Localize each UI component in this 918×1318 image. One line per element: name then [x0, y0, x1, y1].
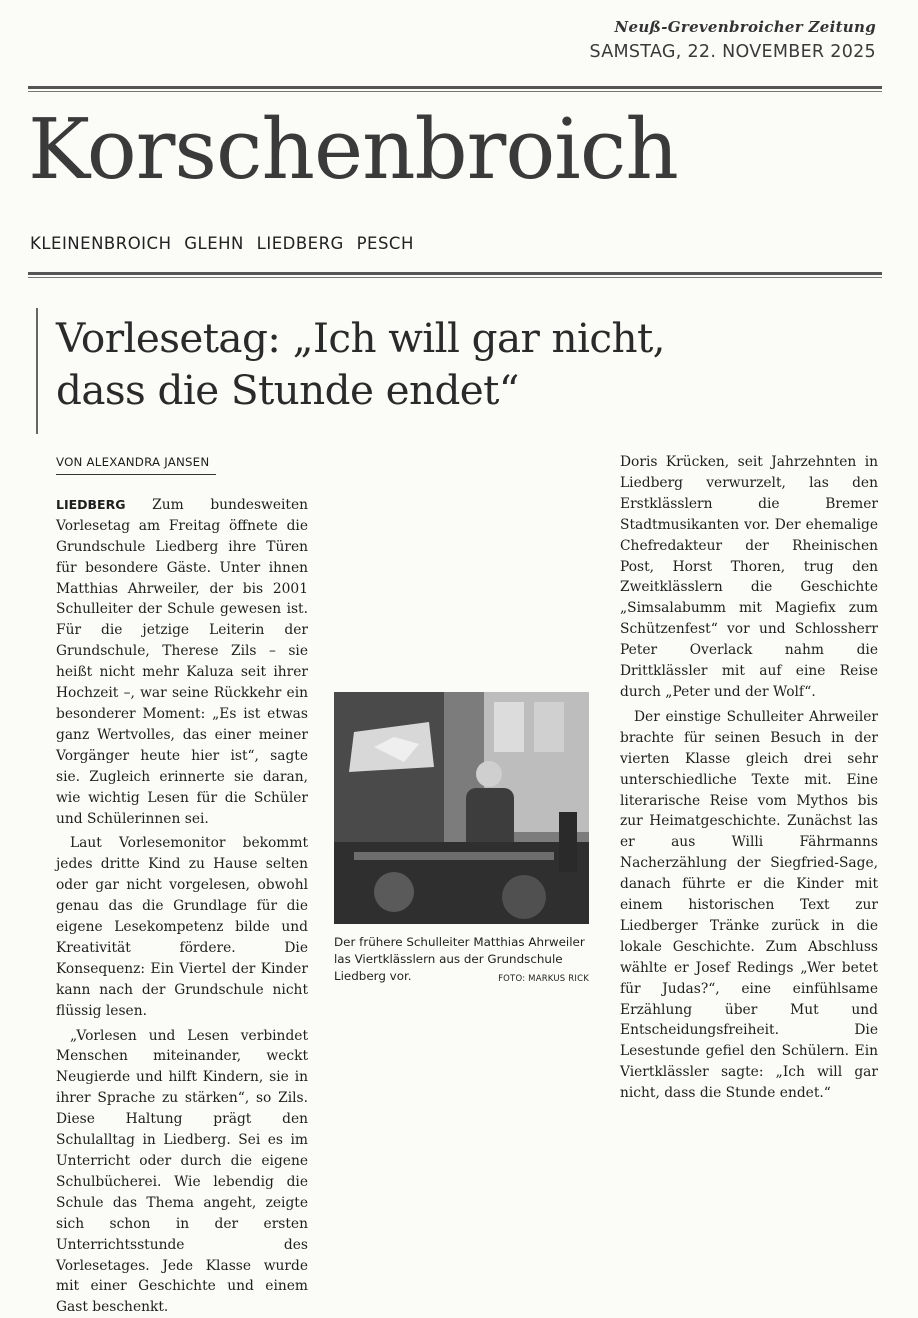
article-headline [56, 312, 665, 416]
byline: VON ALEXANDRA JANSEN [56, 452, 216, 475]
section-rule [28, 272, 882, 278]
photo-credit: FOTO: MARKUS RICK [498, 974, 589, 984]
masthead-rule [28, 86, 882, 92]
photo-caption [334, 934, 589, 988]
paragraph-3: „Vorlesen und Lesen verbindet Menschen miteinander, weckt Neugierde und hilft Kindern, sie in ihrer Sprache zu stärken“, so Zils. Diese Haltung prägt den Schulalltag in Liedberg. Sei es im Unterricht oder durch die eigene Schulbücherei. Wie lebendig die Schule das Thema angeht, zeigte sich schon in der ersten Unterrichtsstunde des Vorlesetages. Jede Klasse wurde mit einer Geschichte und einem Gast beschenkt. [56, 1027, 308, 1316]
section-title: Korschenbroich [28, 101, 678, 198]
district-item: KLEINENBROICH [30, 234, 172, 253]
dateline: LIEDBERG [56, 496, 126, 512]
article-column-3 [620, 452, 878, 1104]
photo-illustration [334, 692, 589, 924]
district-item: PESCH [356, 234, 414, 253]
paragraph-5: Der einstige Schulleiter Ahrweiler brachte für seinen Besuch in der vierten Klasse gleich drei sehr unterschiedliche Texte mit. Eine literarische Reise vom Mythos bis zur Heimatgeschichte. Zunächst las er aus Willi Fährmanns Nacherzählung der Siegfried-Sage, danach führte er die Kinder mit einem historischen Text zur Liedberger Tränke zurück in die lokale Geschichte. Zum Abschluss wählte er Josef Redings „Wer betet für Judas?“, eine einfühlsame Erzählung über Mut und Entscheidungsfreiheit. Die Lesestunde gefiel den Schülern. Ein Viertklässler sagte: „Ich will gar nicht, dass die Stunde endet.“ [620, 708, 878, 1102]
headline-line-2: dass die Stunde endet“ [56, 366, 519, 414]
paragraph-1-text: Zum bundesweiten Vorlesetag am Freitag öffnete die Grundschule Liedberg ihre Türen für besondere Gäste. Unter ihnen Matthias Ahrweiler, der bis 2001 Schulleiter der Schule gewesen ist. Für die jetzige Leiterin der Grundschule, Therese Zils – sie heißt nicht mehr Kaluza seit ihrer Hochzeit –, war seine Rückkehr ein besonderer Moment: „Es ist etwas ganz Wertvolles, das einer meiner Vorgänger heute hier ist“, sagte sie. Zugleich erinnerte sie daran, wie wichtig Lesen für die Schüler und Schülerinnen sei. [56, 496, 309, 827]
district-item: LIEDBERG [256, 234, 344, 253]
paragraph-4: Doris Krücken, seit Jahrzehnten in Liedberg verwurzelt, las den Erstklässlern die Bremer Stadtmusikanten vor. Der ehemalige Chefredakteur der Rheinischen Post, Horst Thoren, trug den Zweitklässlern die Geschichte „Simsalabumm mit Magiefix zum Schützenfest“ vor und Schlossherr Peter Overlack nahm die Drittklässler mit auf eine Reise durch „Peter und der Wolf“. [620, 454, 878, 700]
article-column-2 [334, 452, 589, 682]
paragraph-1 [56, 495, 308, 830]
issue-date: SAMSTAG, 22. NOVEMBER 2025 [589, 42, 876, 62]
headline-line-1: Vorlesetag: „Ich will gar nicht, [56, 314, 665, 362]
paragraph-2: Laut Vorlesemonitor bekommt jedes dritte Kind zu Hause selten oder gar nicht vorgelesen, obwohl genau das die Grundlage für die eigene Lesekompetenz bilde und Kreativität fördere. Die Konsequenz: Ein Viertel der Kinder kann nach der Grundschule nicht flüssig lesen. [56, 835, 308, 1019]
district-list [30, 234, 421, 253]
headline-accent-line [36, 308, 38, 434]
newspaper-name: Neuß-Grevenbroicher Zeitung [614, 18, 876, 36]
article-photo [334, 692, 589, 924]
article-column-1 [56, 452, 309, 1316]
caption-text: Der frühere Schulleiter Matthias Ahrweiler las Viertklässlern aus der Grundschule Liedberg vor. [334, 935, 585, 983]
district-item: GLEHN [184, 234, 244, 253]
masthead [590, 18, 877, 62]
